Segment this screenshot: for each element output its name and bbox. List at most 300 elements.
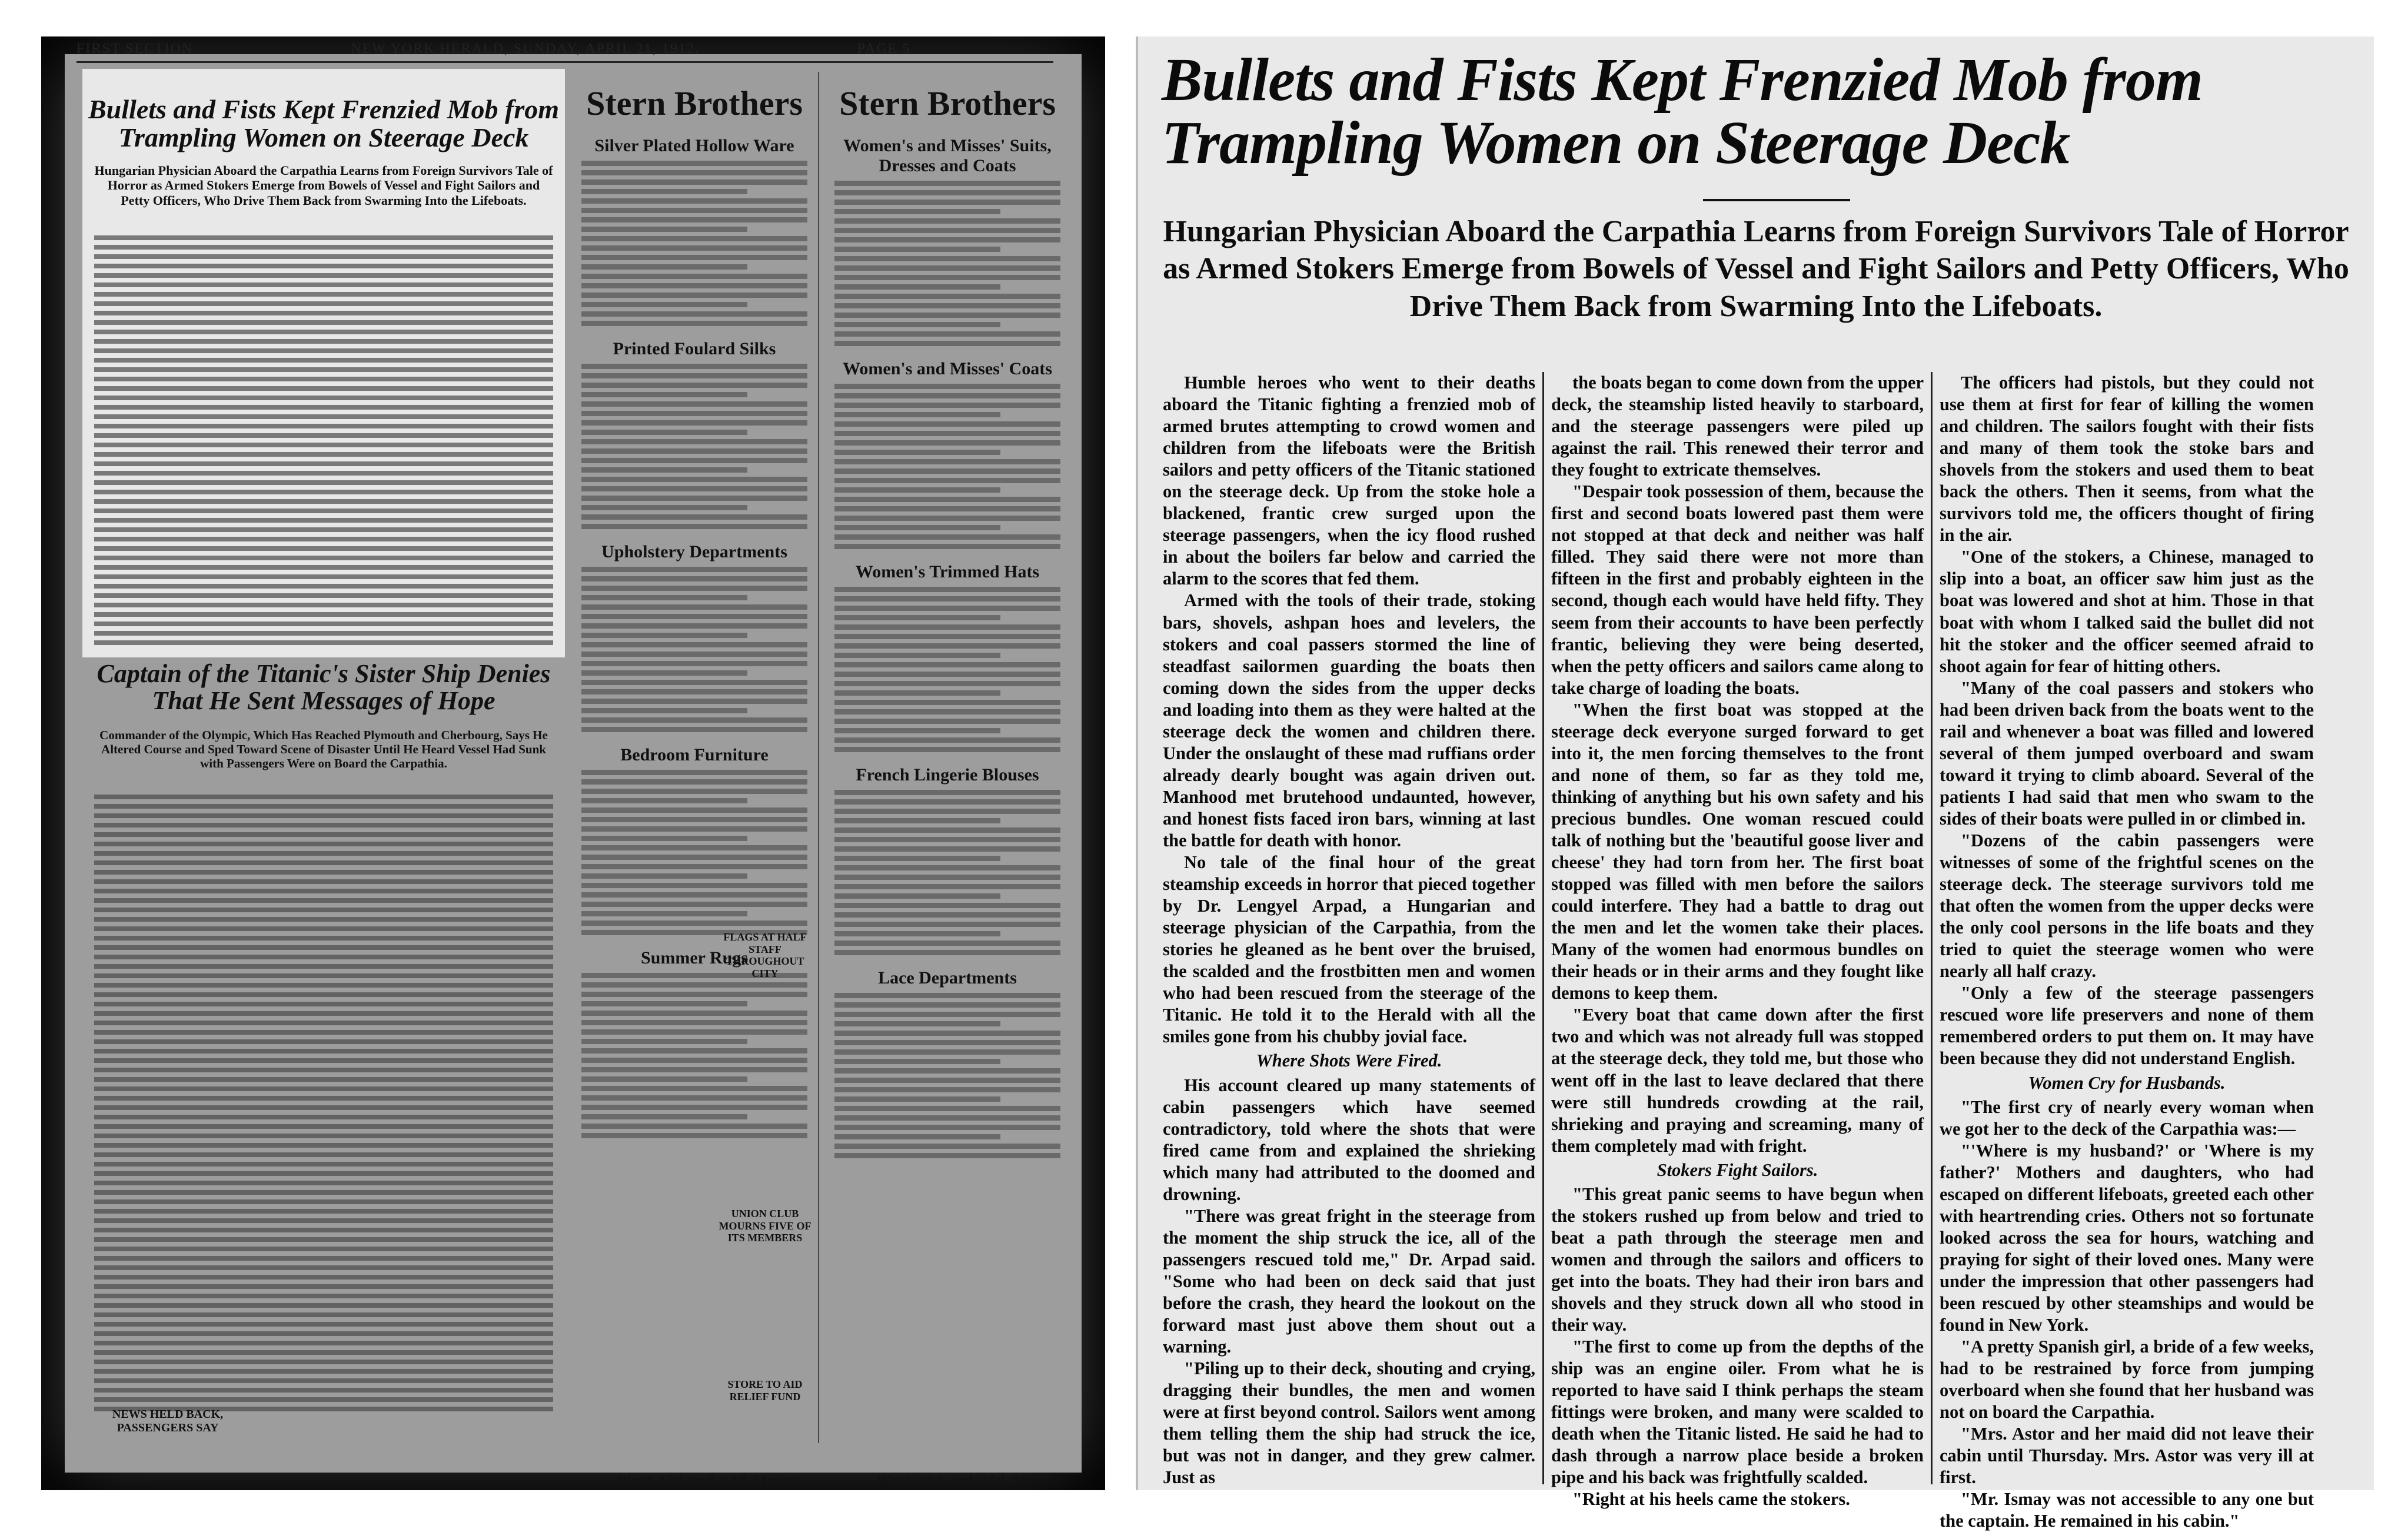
text-line-texture: [581, 180, 807, 185]
text-line-texture: [581, 845, 807, 850]
text-line-texture: [581, 293, 807, 298]
text-line-texture: [581, 586, 807, 591]
text-line-texture: [94, 640, 553, 645]
text-line-texture: [94, 1350, 553, 1355]
text-line-texture: [94, 235, 553, 240]
text-line-texture: [834, 818, 1000, 823]
article-paragraph: "The first to come up from the depths of the ship was an engine oiler. From what he is reported to have said I think perhaps the steam fittings were broken, and many were scalded to death when the Titanic listed. He said he had to dash through a narrow place beside a broken pipe and his back was frightfully scalded.: [1551, 1337, 1924, 1488]
article-paragraph: "Dozens of the cabin passengers were witnesses of some of the frightful scenes on the steerage deck. The steerage survivors told me that often the women from the upper decks were the only cool persons in the life boats and they tried to quiet the steerage women who were nearly all half crazy.: [1940, 830, 2314, 982]
text-line-texture: [94, 795, 553, 799]
text-line-texture: [581, 623, 807, 629]
text-line-texture: [94, 1086, 553, 1091]
text-line-texture: [581, 274, 807, 279]
text-line-texture: [94, 1096, 553, 1101]
text-line-texture: [581, 189, 747, 194]
text-line-texture: [834, 809, 1060, 814]
text-line-texture: [94, 860, 553, 865]
text-line-texture: [94, 889, 553, 893]
text-line-texture: [834, 534, 1060, 540]
text-line-texture: [94, 1388, 553, 1393]
text-line-texture: [834, 790, 1060, 795]
text-line-texture: [581, 817, 807, 822]
text-line-texture: [94, 1181, 553, 1185]
text-line-texture: [94, 631, 553, 636]
article-zoom-panel: [1136, 36, 2374, 1531]
text-line-texture: [94, 1030, 553, 1035]
text-line-texture: [581, 283, 807, 288]
text-line-texture: [581, 642, 807, 647]
text-line-texture: [581, 614, 807, 619]
text-line-texture: [581, 1039, 747, 1044]
ad2-footer: West 23d and 23d Streets: [877, 1473, 1063, 1488]
text-line-texture: [834, 544, 1060, 549]
text-line-texture: [581, 227, 747, 232]
masthead-title-date: NEW YORK HERALD, SUNDAY, APRIL 21, 1912.: [351, 41, 700, 57]
text-line-texture: [834, 1106, 1060, 1111]
text-line-texture: [94, 870, 553, 875]
article-paragraph: The officers had pistols, but they could not use them at first for fear of killing the women and children. The sailors fought with their fists and many of them took the stoke bars and shovels from the stokers and used them to beat back the others. Then it seems, from what the survivors told me, the officers thought of firing in the air.: [1940, 373, 2314, 546]
text-line-texture: [581, 364, 807, 369]
text-line-texture: [94, 992, 553, 997]
text-line-texture: [581, 1067, 807, 1072]
text-line-texture: [94, 908, 553, 912]
article-paragraph: "Mr. Ismay was not accessible to any one but the captain. He remained in his cabin.": [1940, 1489, 2314, 1531]
text-line-texture: [581, 245, 807, 251]
article-subhead: Women Cry for Husbands.: [2028, 1072, 2226, 1093]
text-line-texture: [94, 1312, 553, 1317]
text-line-texture: [581, 161, 807, 166]
text-line-texture: [834, 1040, 1060, 1045]
text-line-texture: [581, 198, 807, 204]
text-line-texture: [94, 1124, 553, 1129]
text-line-texture: [94, 593, 553, 598]
text-line-texture: [94, 823, 553, 828]
text-line-texture: [581, 411, 807, 416]
text-line-texture: [581, 1133, 807, 1138]
ad-section-heading: Women's Trimmed Hats: [855, 562, 1040, 581]
text-line-texture: [94, 320, 553, 325]
thumb-article2-deck: Commander of the Olympic, Which Has Reached Plymouth and Cherbourg, Says He Altered Course and Sped Toward Scene of Disaster Until He Heard Vessel Had Sunk with Passengers Were on Board the Carpathia.: [99, 728, 548, 771]
text-line-texture: [581, 1011, 807, 1016]
text-line-texture: [834, 487, 1000, 493]
text-line-texture: [94, 603, 553, 607]
text-line-texture: [94, 574, 553, 579]
article-paragraph: "The first cry of nearly every woman when we got her to the deck of the Carpathia was:—: [1940, 1096, 2314, 1139]
article-deck: Hungarian Physician Aboard the Carpathia Learns from Foreign Survivors Tale of Horror as Armed Stokers Emerge from Bowels of Vessel and Fight Sailors and Petty Officers, Who Drive Them Back from Swarming Into the Lifeboats.: [1163, 215, 2349, 323]
text-line-texture: [581, 496, 807, 501]
text-line-texture: [94, 1360, 553, 1364]
text-line-texture: [834, 303, 1060, 308]
text-line-texture: [834, 903, 1060, 908]
article-paragraph: His account cleared up many statements of cabin passengers which have seemed contradictory, told where the shots that were fired came from and explained the shrieking which many had attributed to the doomed and drowning.: [1163, 1075, 1535, 1204]
text-line-texture: [94, 898, 553, 903]
text-line-texture: [94, 1077, 553, 1082]
text-line-texture: [834, 181, 1060, 186]
text-line-texture: [94, 813, 553, 818]
text-line-texture: [581, 448, 807, 454]
text-line-texture: [581, 467, 747, 473]
text-line-texture: [94, 1171, 553, 1176]
text-line-texture: [834, 1115, 1060, 1121]
text-line-texture: [834, 450, 1000, 455]
text-line-texture: [581, 689, 807, 694]
text-line-texture: [94, 1331, 553, 1336]
article-paragraph: "'Where is my husband?' or 'Where is my father?' Mothers and daughters, who had escaped on different lifeboats, greeted each other with heartrending cries. Others not so fortunate looked across the sea for hours, watching and praying for sight of their loved ones. Many were under the impression that other passengers had been rescued by other steamships and would be found in New York.: [1940, 1140, 2314, 1335]
text-line-texture: [581, 826, 807, 832]
text-line-texture: [94, 311, 553, 315]
thumb-article1-deck: Hungarian Physician Aboard the Carpathia Learns from Foreign Survivors Tale of Horror as Armed Stokers Emerge from Bowels of Vessel and Fight Sailors and Petty Officers, Who Drive Them Back from Swarming Into the Lifeboats.: [94, 163, 553, 208]
text-line-texture: [834, 393, 1060, 398]
text-line-texture: [581, 911, 747, 916]
text-line-texture: [834, 690, 1000, 696]
text-line-texture: [581, 883, 807, 888]
text-line-texture: [94, 396, 553, 400]
text-line-texture: [581, 264, 747, 270]
text-line-texture: [834, 468, 1060, 474]
article-paragraph: "There was great fright in the steerage from the moment the ship struck the ice, all of the passengers rescued told me," Dr. Arpad said. "Some who had been on deck said that just before the crash, they heard the lookout on the forward mast just above them shout out a warning.: [1163, 1205, 1535, 1357]
text-line-texture: [94, 1294, 553, 1298]
ad-section-heading: Silver Plated Hollow Ware: [594, 136, 794, 155]
text-line-texture: [834, 1049, 1060, 1055]
ad-section-heading: Upholstery Departments: [601, 542, 787, 561]
text-line-texture: [581, 798, 747, 803]
text-line-texture: [94, 1322, 553, 1327]
text-line-texture: [94, 386, 553, 391]
text-line-texture: [581, 1058, 807, 1063]
newspaper-page-thumbnail: [41, 36, 1105, 1490]
text-line-texture: [94, 537, 553, 541]
text-line-texture: [94, 339, 553, 344]
text-line-texture: [94, 254, 553, 259]
text-line-texture: [581, 770, 807, 775]
text-line-texture: [581, 1114, 747, 1119]
article-paragraph: Armed with the tools of their trade, stoking bars, shovels, ashpan hoes and levelers, the stokers and coal passers stormed the line of steadfast sailormen guarding the boats then coming down the sides from the upper decks and loading into them as they were halted at the steerage deck the women and children there. Under the onslaught of these mad ruffians order already dearly bought was again driven out. Manhood met brutehood undaunted, however, and honest fists faced iron bars, winning at last the battle for death with honor.: [1163, 590, 1535, 850]
text-line-texture: [581, 524, 807, 529]
ad1-footer: West 23d and 23d Streets: [618, 1473, 804, 1488]
text-line-texture: [581, 439, 807, 444]
text-line-texture: [834, 341, 1060, 346]
text-line-texture: [834, 412, 1000, 417]
text-line-texture: [94, 1369, 553, 1374]
thumb-article2-body: [94, 790, 553, 1416]
side-notice-heading: UNION CLUB MOURNS FIVE OF ITS MEMBERS: [719, 1208, 811, 1244]
text-line-texture: [834, 643, 1060, 649]
text-line-texture: [94, 443, 553, 447]
text-line-texture: [834, 1002, 1060, 1008]
article-paragraph: Humble heroes who went to their deaths aboard the Titanic fighting a frenzied mob of armed brutes attempting to crowd women and children from the lifeboats were the British sailors and petty officers of the Titanic stationed on the steerage deck. Up from the stoke hole a blackened, frantic crew surged upon the steerage passengers, when the icy flood rushed in about the boilers far below and carried the alarm to the scores that fed them.: [1163, 373, 1535, 589]
text-line-texture: [834, 516, 1060, 521]
text-line-texture: [94, 546, 553, 551]
text-line-texture: [581, 717, 807, 723]
text-line-texture: [834, 1078, 1060, 1083]
text-line-texture: [834, 440, 1060, 446]
ad-section-heading: Bedroom Furniture: [620, 745, 769, 765]
text-line-texture: [834, 275, 1060, 280]
text-line-texture: [581, 892, 807, 898]
text-line-texture: [834, 737, 1060, 743]
text-line-texture: [581, 699, 807, 704]
text-line-texture: [834, 459, 1060, 464]
text-line-texture: [94, 1039, 553, 1044]
text-line-texture: [834, 681, 1060, 686]
text-line-texture: [94, 1190, 553, 1195]
article-columns: [1156, 372, 2362, 1531]
text-line-texture: [834, 856, 1000, 861]
text-line-texture: [94, 851, 553, 856]
text-line-texture: [834, 525, 1000, 530]
text-line-texture: [581, 670, 747, 676]
text-line-texture: [94, 1275, 553, 1280]
article-subhead: Stokers Fight Sailors.: [1657, 1159, 1818, 1180]
text-line-texture: [581, 595, 747, 600]
text-line-texture: [94, 1397, 553, 1402]
text-line-texture: [581, 576, 807, 581]
text-line-texture: [94, 936, 553, 941]
article-paragraph: "Mrs. Astor and her maid did not leave their cabin until Thursday. Mrs. Astor was very ill at first.: [1940, 1424, 2314, 1488]
text-line-texture: [834, 672, 1060, 677]
text-line-texture: [581, 567, 807, 572]
text-line-texture: [94, 612, 553, 617]
side-notice-heading: STORE TO AID RELIEF FUND: [727, 1378, 803, 1403]
thumb-article1-body: [94, 231, 553, 650]
text-line-texture: [834, 828, 1060, 833]
text-line-texture: [94, 348, 553, 353]
text-line-texture: [834, 506, 1060, 511]
text-line-texture: [94, 1002, 553, 1006]
text-line-texture: [834, 403, 1060, 408]
text-line-texture: [581, 383, 807, 388]
text-line-texture: [834, 1096, 1000, 1102]
text-line-texture: [581, 633, 747, 638]
text-line-texture: [834, 587, 1060, 592]
text-line-texture: [94, 983, 553, 988]
text-line-texture: [94, 1303, 553, 1308]
text-line-texture: [834, 728, 1000, 733]
text-line-texture: [581, 661, 807, 666]
text-line-texture: [581, 1124, 807, 1129]
text-line-texture: [94, 358, 553, 363]
text-line-texture: [581, 920, 807, 926]
text-line-texture: [834, 256, 1060, 261]
ad-store-name: Stern Brothers: [586, 84, 803, 122]
text-line-texture: [581, 902, 807, 907]
text-line-texture: [581, 789, 807, 794]
text-line-texture: [581, 992, 807, 997]
text-line-texture: [94, 804, 553, 809]
text-line-texture: [94, 955, 553, 959]
text-line-texture: [581, 373, 807, 378]
text-line-texture: [834, 662, 1060, 667]
masthead-page: PAGE 5: [857, 41, 911, 57]
page-masthead: [77, 41, 1053, 63]
text-line-texture: [581, 217, 807, 222]
article-headline: Bullets and Fists Kept Frenzied Mob from Trampling Women on Steerage Deck: [1162, 46, 2203, 177]
text-line-texture: [834, 1059, 1000, 1064]
text-line-texture: [94, 964, 553, 969]
text-line-texture: [834, 1144, 1060, 1149]
text-line-texture: [94, 273, 553, 278]
text-line-texture: [581, 1029, 807, 1035]
text-line-texture: [581, 458, 807, 463]
text-line-texture: [581, 392, 747, 397]
text-line-texture: [94, 245, 553, 250]
text-line-texture: [94, 471, 553, 476]
text-line-texture: [834, 247, 1000, 252]
text-line-texture: [94, 424, 553, 428]
text-line-texture: [834, 200, 1060, 205]
text-line-texture: [94, 1068, 553, 1072]
text-line-texture: [834, 624, 1060, 630]
text-line-texture: [834, 634, 1060, 639]
text-line-texture: [94, 556, 553, 560]
text-line-texture: [834, 865, 1060, 870]
text-line-texture: [94, 926, 553, 931]
text-line-texture: [581, 401, 807, 407]
text-line-texture: [834, 228, 1060, 233]
text-line-texture: [94, 1058, 553, 1063]
text-line-texture: [94, 527, 553, 532]
text-line-texture: [94, 499, 553, 504]
text-line-texture: [834, 615, 1000, 620]
text-line-texture: [94, 1209, 553, 1214]
text-line-texture: [834, 1012, 1060, 1017]
text-line-texture: [581, 1086, 807, 1091]
text-line-texture: [834, 265, 1060, 271]
text-line-texture: [834, 1134, 1000, 1139]
article-paragraph: "This great panic seems to have begun when the stokers rushed up from below and tried to beat a path through the steerage men and women and through the sailors and officers to get into the boats. They had their iron bars and shovels and they struck down all who stood in their way.: [1551, 1184, 1924, 1335]
text-line-texture: [94, 842, 553, 846]
text-line-texture: [834, 653, 1000, 658]
text-line-texture: [834, 331, 1060, 337]
text-line-texture: [581, 779, 807, 785]
text-line-texture: [834, 1087, 1060, 1092]
text-line-texture: [94, 622, 553, 626]
text-line-texture: [581, 836, 747, 841]
text-line-texture: [581, 807, 807, 813]
text-line-texture: [581, 652, 807, 657]
text-line-texture: [94, 1228, 553, 1232]
text-line-texture: [834, 606, 1060, 611]
text-line-texture: [581, 982, 807, 988]
article-subhead: Where Shots Were Fired.: [1256, 1051, 1442, 1071]
text-line-texture: [94, 1115, 553, 1119]
text-line-texture: [834, 941, 1060, 946]
text-line-texture: [581, 604, 807, 610]
text-line-texture: [94, 1143, 553, 1148]
text-line-texture: [834, 237, 1060, 242]
ad-store-name: Stern Brothers: [839, 84, 1056, 122]
side-notice-heading: FLAGS AT HALF STAFF THROUGHOUT CITY: [723, 931, 807, 980]
text-line-texture: [581, 1001, 747, 1006]
text-line-texture: [834, 478, 1060, 483]
text-line-texture: [834, 209, 1000, 214]
text-line-texture: [834, 596, 1060, 601]
thumb-article2-headline: Captain of the Titanic's Sister Ship Denies That He Sent Messages of Hope: [97, 659, 551, 716]
text-line-texture: [581, 170, 807, 175]
text-line-texture: [94, 264, 553, 268]
text-line-texture: [94, 945, 553, 950]
text-line-texture: [94, 1378, 553, 1383]
text-line-texture: [834, 709, 1060, 715]
text-line-texture: [94, 1011, 553, 1016]
thumb-small-story-head: NEWS HELD BACK, PASSENGERS SAY: [112, 1408, 224, 1434]
text-line-texture: [834, 993, 1060, 998]
text-line-texture: [581, 321, 807, 326]
text-line-texture: [834, 294, 1060, 299]
ad-section-heading: Summer Rugs: [641, 948, 748, 968]
text-line-texture: [834, 1068, 1060, 1074]
text-line-texture: [94, 509, 553, 513]
text-line-texture: [834, 950, 1060, 955]
headline-rule: [1703, 199, 1850, 201]
text-line-texture: [834, 846, 1060, 852]
text-line-texture: [581, 505, 747, 510]
text-line-texture: [581, 311, 807, 317]
text-line-texture: [94, 480, 553, 485]
text-line-texture: [581, 680, 807, 685]
text-line-texture: [94, 1247, 553, 1251]
text-line-texture: [834, 431, 1060, 436]
text-line-texture: [834, 218, 1060, 224]
article-paragraph: No tale of the final hour of the great steamship exceeds in horror that pieced together by Dr. Lengyel Arpad, a Hungarian and steerage physician of the Carpathia, from the stories he gleaned as he bent over the bruised, the scalded and the frostbitten men and women who had been rescued from the steerage of the Titanic. He told it to the Herald with all the smiles gone from his chubby jovial face.: [1163, 852, 1535, 1047]
text-line-texture: [94, 1256, 553, 1261]
text-line-texture: [834, 747, 1060, 752]
article-paragraph: "Right at his heels came the stokers.: [1572, 1489, 1850, 1510]
text-line-texture: [94, 292, 553, 297]
text-line-texture: [94, 1341, 553, 1345]
article-paragraph: "Every boat that came down after the first two and which was not already full was stopped at the steerage deck, they told me, but those who went off in the last to leave declared that there were still hundreds crowding at the rail, shrieking and praying and screaming, many of them completely mad with fright.: [1551, 1005, 1924, 1156]
ad-section-heading: Women's and Misses' Suits, Dresses and Coats: [843, 136, 1052, 175]
text-line-texture: [94, 1105, 553, 1110]
text-line-texture: [581, 1095, 807, 1101]
article-paragraph: "Despair took possession of them, because the first and second boats lowered past them were not stopped at that deck and neither was half filled. They said there were not more than fifteen in the first and probably eighteen in the second, though each would have held fifty. They seem from their accounts to have been perfectly frantic, believing they were being deserted, when the petty officers and sailors came along to take charge of loading the boats.: [1551, 481, 1924, 698]
text-line-texture: [94, 330, 553, 334]
text-line-texture: [94, 283, 553, 287]
article-paragraph: "A pretty Spanish girl, a bride of a few weeks, had to be restrained by force from jumping overboard when she found that her husband was not on board the Carpathia.: [1940, 1337, 2314, 1423]
text-line-texture: [94, 1162, 553, 1167]
text-line-texture: [581, 420, 807, 426]
ad-section-heading: Printed Foulard Silks: [613, 339, 776, 358]
text-line-texture: [94, 1218, 553, 1223]
text-line-texture: [834, 190, 1060, 195]
text-line-texture: [94, 1199, 553, 1204]
text-line-texture: [834, 837, 1060, 842]
text-line-texture: [581, 864, 807, 869]
text-line-texture: [94, 377, 553, 381]
text-line-texture: [834, 931, 1000, 936]
text-line-texture: [581, 873, 747, 879]
text-line-texture: [834, 884, 1060, 889]
article-paragraph: "One of the stokers, a Chinese, managed to slip into a boat, an officer saw him just as the boat was lowered and shot at him. Those in that boat with whom I talked said the bullet did not hit the stoker and the officer seemed afraid to shoot again for fear of hitting others.: [1940, 547, 2314, 676]
article-paragraph: "Piling up to their deck, shouting and crying, dragging their bundles, the men and women were at first beyond control. Sailors went among them telling them the ship had struck the ice, but was not in danger, and they grew calmer. Just as: [1163, 1358, 1535, 1488]
text-line-texture: [581, 208, 807, 213]
text-line-texture: [94, 1021, 553, 1025]
article-column-1: [1156, 372, 1544, 1488]
text-line-texture: [834, 912, 1060, 918]
text-line-texture: [94, 832, 553, 837]
article-paragraph: "When the first boat was stopped at the steerage deck everyone surged forward to get into it, the men forcing themselves to the front and none of them, so far as they told me, thinking of anything but his own safety and his precious bundles. One woman rescued could talk of nothing but the 'beautiful goose liver and cheese' they had torn from her. The first boat stopped was filled with men before the sailors could interfere. They had a battle to drag out the men and let the women take their places. Many of the women had enormous bundles on their heads or in their arms and they fought like demons to keep them.: [1551, 699, 1924, 1003]
text-line-texture: [94, 301, 553, 306]
text-line-texture: [834, 1021, 1000, 1026]
text-line-texture: [94, 1134, 553, 1138]
text-line-texture: [94, 452, 553, 457]
article-paragraph: the boats began to come down from the upper deck, the steamship listed heavily to starboard, and the steerage passengers were piled up against the rail. This renewed their terror and they fought to extricate themselves.: [1551, 373, 1924, 480]
article-column-3: [1933, 372, 2321, 1531]
text-line-texture: [94, 565, 553, 570]
text-line-texture: [94, 367, 553, 372]
text-line-texture: [94, 461, 553, 466]
text-line-texture: [581, 514, 807, 520]
